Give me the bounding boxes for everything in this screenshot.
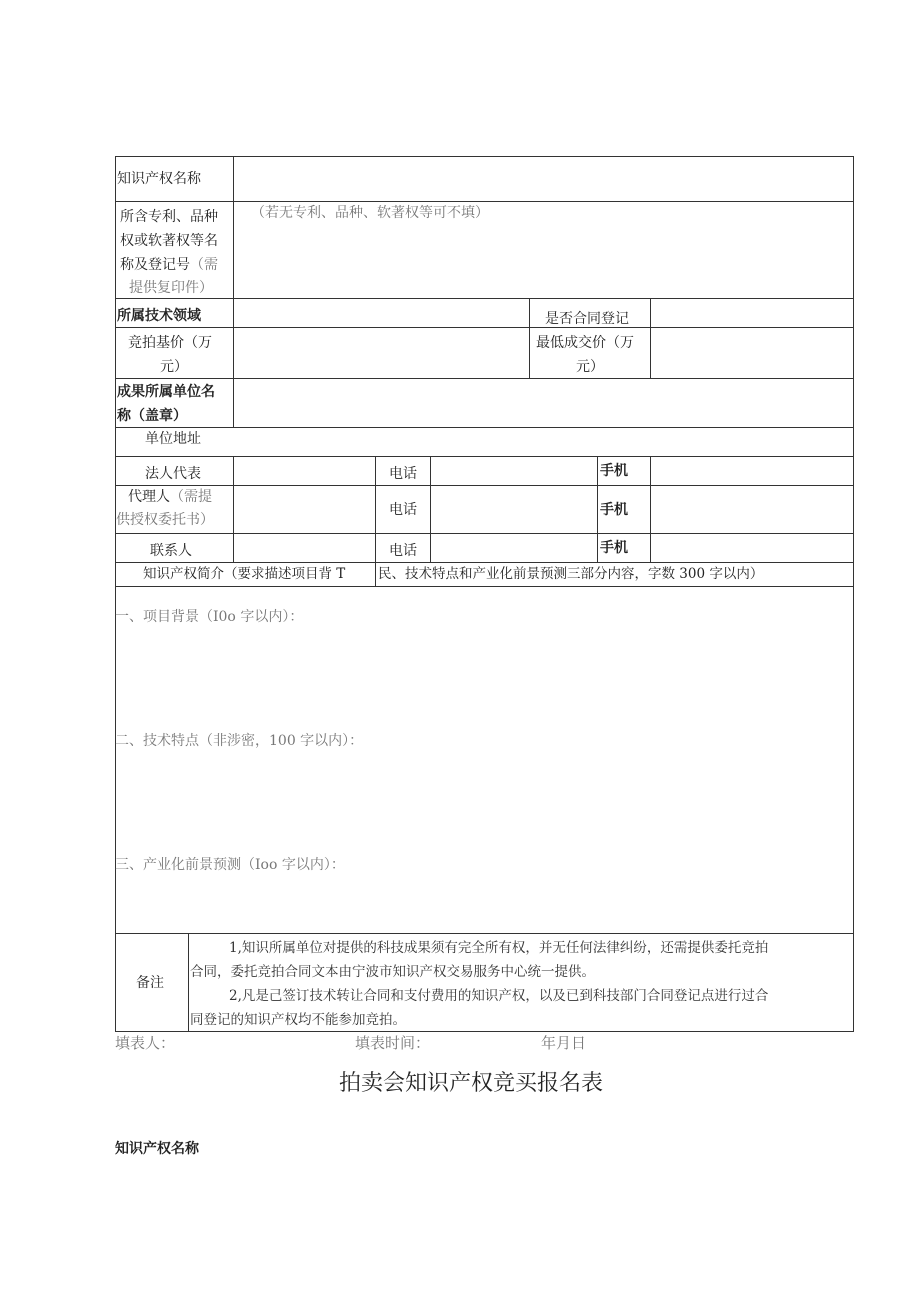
agent-label-line1: 代理人（需提	[128, 489, 212, 505]
base-price-label-line1: 竞拍基价（万	[128, 335, 212, 351]
contract-reg-label: 是否合同登记	[545, 311, 629, 327]
ip-name-label: 知识产权名称	[117, 171, 201, 187]
patent-label-line1: 所含专利、品种	[120, 209, 218, 225]
mobile-label-agent: 手机	[600, 502, 628, 518]
phone-label-agent: 电话	[389, 502, 417, 518]
phone-label-contact: 电话	[389, 543, 417, 559]
patent-hint: （若无专利、品种、软著权等可不填）	[251, 205, 489, 221]
intro-label-left: 知识产权简介（要求描述项目背 T	[143, 566, 346, 582]
phone-label-legal: 电话	[389, 466, 417, 482]
remark-2-line2: 同登记的知识产权均不能参加竞拍。	[190, 1012, 406, 1028]
patent-label-line2: 权或软著权等名	[120, 233, 218, 249]
address-label: 单位地址	[145, 431, 201, 447]
filler-label: 填表人：	[115, 1034, 176, 1052]
mobile-label-legal: 手机	[600, 463, 628, 479]
intro-label-right: 民、技术特点和产业化前景预测三部分内容，字数 300 字以内）	[378, 566, 764, 582]
second-form-title: 拍卖会知识产权竞买报名表	[339, 1071, 604, 1096]
unit-label-line2: 称（盖章）	[117, 408, 187, 424]
section-tech-features: 二、技术特点（非涉密，100 字以内）：	[115, 733, 364, 749]
unit-label-line1: 成果所属单位名	[117, 384, 215, 400]
remark-1-line2: 合同，委托竞拍合同文本由宁波市知识产权交易服务中心统一提供。	[190, 964, 595, 980]
mobile-label-contact: 手机	[600, 540, 628, 556]
legal-rep-label: 法人代表	[145, 466, 201, 482]
contact-label: 联系人	[150, 543, 192, 559]
fill-time-label: 填表时间：	[355, 1034, 431, 1052]
section-background: 一、项目背景（I0o 字以内）：	[115, 609, 304, 625]
remark-2-line1: 2,凡是己签订技术转让合同和支付费用的知识产权，以及已到科技部门合同登记点进行过合	[229, 988, 769, 1004]
date-label: 年月日	[541, 1034, 587, 1052]
remark-1-line1: 1,知识所属单位对提供的科技成果须有完全所有权，并无任何法律纠纷，还需提供委托竞拍	[229, 940, 769, 956]
min-price-label-line1: 最低成交价（万	[536, 335, 634, 351]
tech-field-label: 所属技术领域	[117, 308, 201, 324]
patent-label-line3: 称及登记号（需	[120, 257, 218, 273]
base-price-label-line2: 元）	[160, 359, 188, 375]
second-form-ip-name-label: 知识产权名称	[115, 1141, 199, 1157]
patent-label-line4: 提供复印件）	[129, 280, 213, 296]
min-price-label-line2: 元）	[576, 359, 604, 375]
section-industry-outlook: 三、产业化前景预测（Ioo 字以内）：	[115, 857, 345, 873]
agent-label-line2: 供授权委托书）	[116, 512, 214, 528]
remarks-label: 备注	[136, 975, 164, 991]
